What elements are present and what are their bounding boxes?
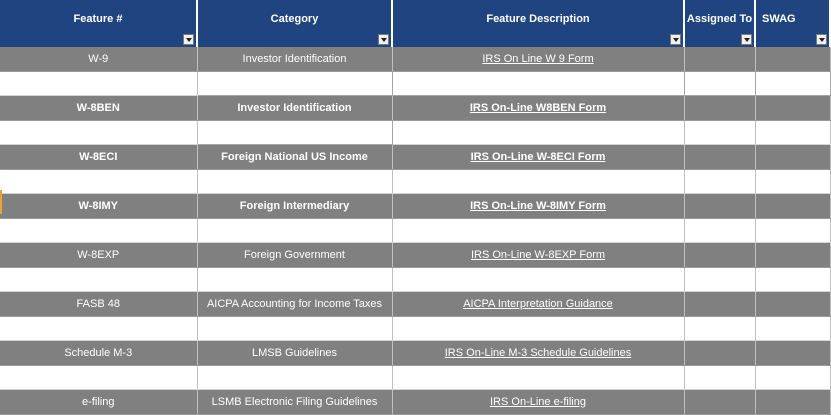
- table-row[interactable]: [0, 47, 830, 72]
- header-category-label: Category: [270, 13, 319, 25]
- category-cell[interactable]: Investor Identification: [197, 96, 392, 121]
- swag-cell[interactable]: [755, 292, 830, 317]
- empty-cell[interactable]: [755, 219, 830, 243]
- header-category: [197, 0, 392, 47]
- header-assigned-label: Assigned To: [686, 13, 753, 25]
- swag-cell[interactable]: [755, 145, 830, 170]
- table-row[interactable]: [0, 292, 830, 317]
- description-link[interactable]: IRS On-Line W-8IMY Form: [470, 200, 606, 212]
- feature-cell[interactable]: W-8BEN: [0, 96, 197, 121]
- empty-cell[interactable]: [684, 219, 755, 243]
- empty-cell[interactable]: [197, 219, 392, 243]
- empty-cell[interactable]: [392, 219, 684, 243]
- blank-row[interactable]: [0, 317, 830, 341]
- blank-row[interactable]: [0, 366, 830, 390]
- empty-cell[interactable]: [197, 317, 392, 341]
- category-cell[interactable]: Foreign Intermediary: [197, 194, 392, 219]
- swag-cell[interactable]: [755, 194, 830, 219]
- assigned-cell[interactable]: [684, 96, 755, 121]
- empty-cell[interactable]: [392, 317, 684, 341]
- assigned-cell[interactable]: [684, 145, 755, 170]
- category-cell[interactable]: LMSB Guidelines: [197, 341, 392, 366]
- table-row[interactable]: [0, 390, 830, 415]
- table-row[interactable]: [0, 341, 830, 366]
- assigned-cell[interactable]: [684, 341, 755, 366]
- description-link[interactable]: IRS On-Line M-3 Schedule Guidelines: [444, 347, 632, 359]
- active-row-indicator: [0, 190, 2, 214]
- category-cell[interactable]: Foreign National US Income: [197, 145, 392, 170]
- table-row[interactable]: [0, 243, 830, 268]
- category-cell[interactable]: Investor Identification: [197, 47, 392, 72]
- feature-cell[interactable]: Schedule M-3: [0, 341, 197, 366]
- swag-cell[interactable]: [755, 341, 830, 366]
- assigned-cell[interactable]: [684, 243, 755, 268]
- table-row[interactable]: [0, 96, 830, 121]
- table-row[interactable]: [0, 145, 830, 170]
- empty-cell[interactable]: [392, 170, 684, 194]
- empty-cell[interactable]: [755, 317, 830, 341]
- description-cell[interactable]: [392, 96, 684, 121]
- empty-cell[interactable]: [684, 268, 755, 292]
- swag-cell[interactable]: [755, 390, 830, 415]
- header-row: [0, 0, 830, 47]
- description-cell[interactable]: [392, 47, 684, 72]
- empty-cell[interactable]: [392, 268, 684, 292]
- description-link[interactable]: IRS On-Line W-8ECI Form: [470, 151, 606, 163]
- empty-cell[interactable]: [684, 72, 755, 96]
- description-cell[interactable]: [392, 145, 684, 170]
- assigned-cell[interactable]: [684, 292, 755, 317]
- description-link[interactable]: AICPA Interpretation Guidance: [463, 298, 613, 310]
- header-swag-label: SWAG: [762, 13, 796, 25]
- empty-cell[interactable]: [755, 72, 830, 96]
- empty-cell[interactable]: [0, 170, 197, 194]
- feature-cell[interactable]: e-filing: [0, 390, 197, 415]
- feature-cell[interactable]: W-8ECI: [0, 145, 197, 170]
- filter-dropdown-icon[interactable]: [741, 34, 752, 45]
- empty-cell[interactable]: [392, 121, 684, 145]
- empty-cell[interactable]: [197, 121, 392, 145]
- filter-dropdown-icon[interactable]: [183, 34, 194, 45]
- feature-cell[interactable]: FASB 48: [0, 292, 197, 317]
- empty-cell[interactable]: [755, 268, 830, 292]
- description-cell[interactable]: [392, 292, 684, 317]
- swag-cell[interactable]: [755, 243, 830, 268]
- swag-cell[interactable]: [755, 96, 830, 121]
- header-swag: [755, 0, 830, 47]
- description-link[interactable]: IRS On-Line W-8EXP Form: [470, 249, 606, 261]
- empty-cell[interactable]: [197, 268, 392, 292]
- header-description: [392, 0, 684, 47]
- empty-cell[interactable]: [0, 219, 197, 243]
- description-link[interactable]: IRS On-Line e-filing: [490, 396, 586, 408]
- feature-cell[interactable]: W-9: [0, 47, 197, 72]
- empty-cell[interactable]: [684, 121, 755, 145]
- empty-cell[interactable]: [392, 72, 684, 96]
- swag-cell[interactable]: [755, 47, 830, 72]
- filter-dropdown-icon[interactable]: [378, 34, 389, 45]
- blank-row[interactable]: [0, 170, 830, 194]
- header-feature: [0, 0, 197, 47]
- table-row[interactable]: [0, 194, 830, 219]
- description-cell[interactable]: [392, 194, 684, 219]
- assigned-cell[interactable]: [684, 194, 755, 219]
- empty-cell[interactable]: [0, 366, 197, 390]
- feature-cell[interactable]: W-8IMY: [0, 194, 197, 219]
- empty-cell[interactable]: [684, 317, 755, 341]
- description-link[interactable]: IRS On-Line W8BEN Form: [469, 102, 607, 114]
- empty-cell[interactable]: [755, 121, 830, 145]
- empty-cell[interactable]: [392, 366, 684, 390]
- empty-cell[interactable]: [755, 366, 830, 390]
- description-cell[interactable]: [392, 243, 684, 268]
- header-feature-label: Feature #: [73, 13, 123, 25]
- filter-dropdown-icon[interactable]: [670, 34, 681, 45]
- description-link[interactable]: IRS On Line W 9 Form: [482, 53, 594, 65]
- empty-cell[interactable]: [0, 268, 197, 292]
- blank-row[interactable]: [0, 72, 830, 96]
- filter-dropdown-icon[interactable]: [816, 34, 827, 45]
- feature-cell[interactable]: W-8EXP: [0, 243, 197, 268]
- empty-cell[interactable]: [197, 72, 392, 96]
- header-description-label: Feature Description: [486, 13, 590, 25]
- empty-cell[interactable]: [197, 366, 392, 390]
- empty-cell[interactable]: [684, 366, 755, 390]
- description-cell[interactable]: [392, 390, 684, 415]
- assigned-cell[interactable]: [684, 47, 755, 72]
- empty-cell[interactable]: [684, 170, 755, 194]
- empty-cell[interactable]: [197, 170, 392, 194]
- empty-cell[interactable]: [0, 317, 197, 341]
- assigned-cell[interactable]: [684, 390, 755, 415]
- blank-row[interactable]: [0, 268, 830, 292]
- empty-cell[interactable]: [755, 170, 830, 194]
- header-assigned: [684, 0, 755, 47]
- category-cell[interactable]: AICPA Accounting for Income Taxes: [197, 292, 392, 317]
- blank-row[interactable]: [0, 121, 830, 145]
- description-cell[interactable]: [392, 341, 684, 366]
- category-cell[interactable]: Foreign Government: [197, 243, 392, 268]
- blank-row[interactable]: [0, 219, 830, 243]
- empty-cell[interactable]: [0, 72, 197, 96]
- empty-cell[interactable]: [0, 121, 197, 145]
- category-cell[interactable]: LSMB Electronic Filing Guidelines: [197, 390, 392, 415]
